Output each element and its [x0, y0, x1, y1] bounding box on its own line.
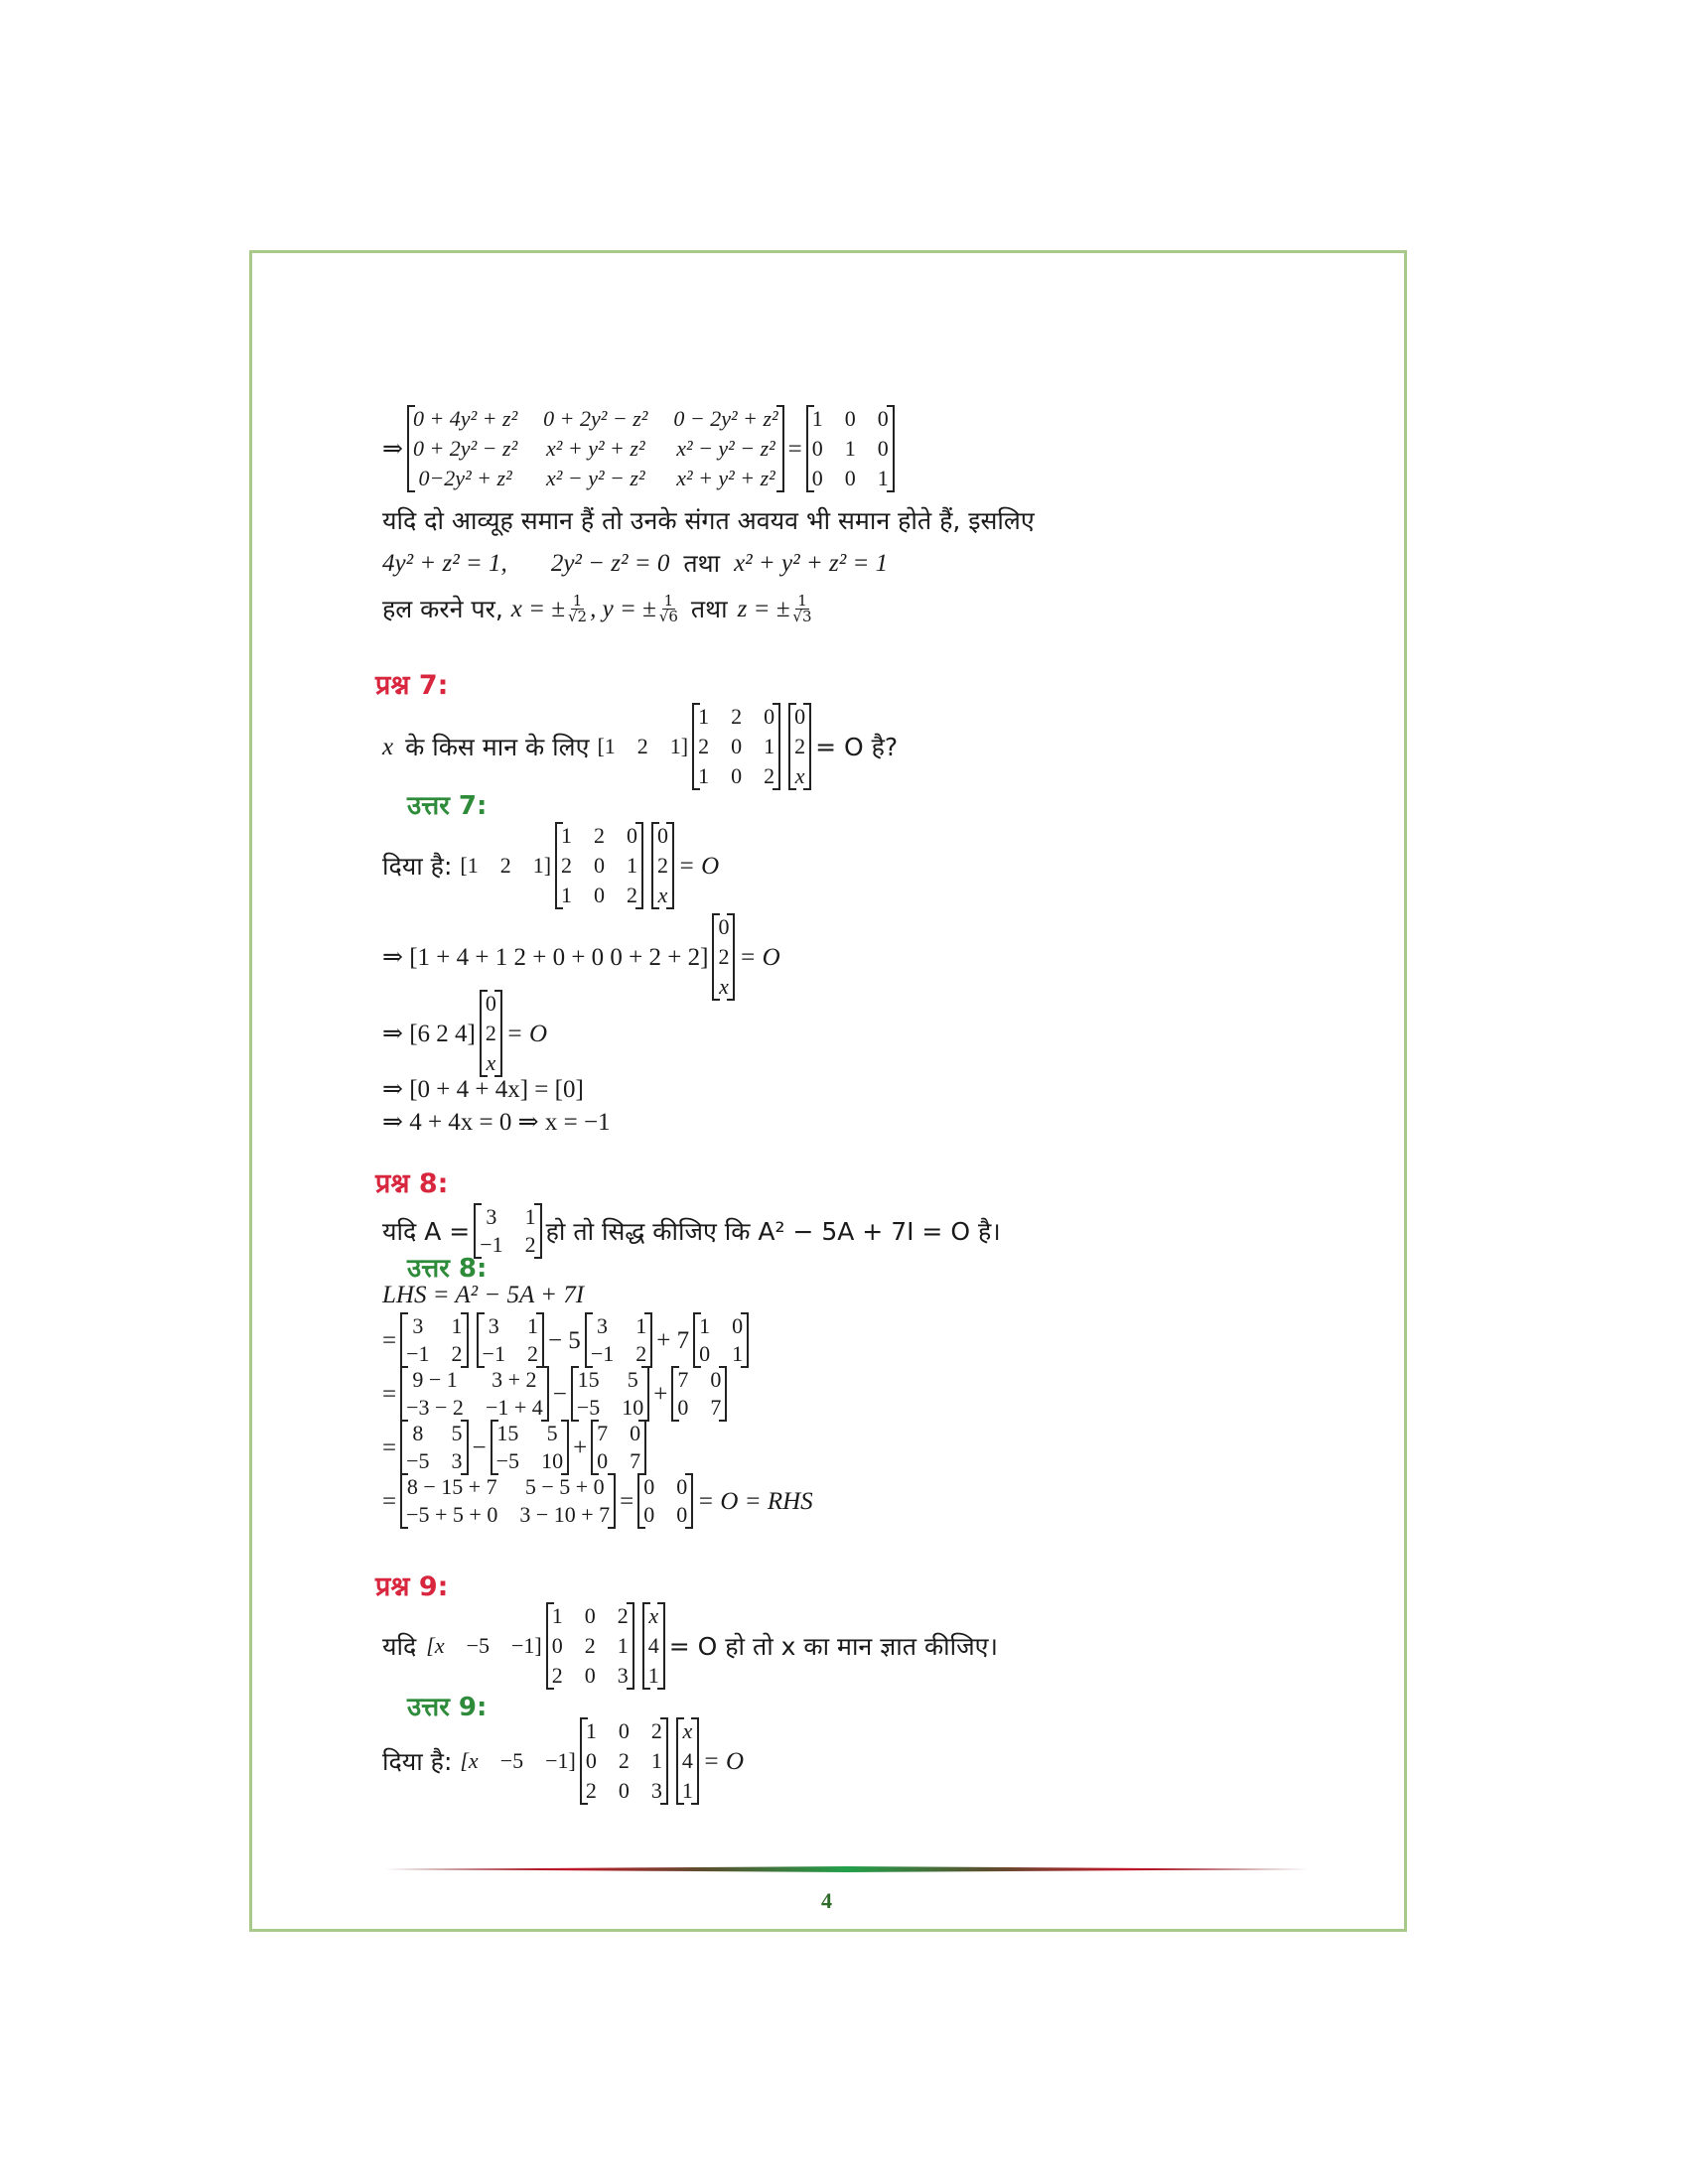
- z-solution: z = ±: [737, 596, 790, 622]
- cell: 2: [526, 1341, 538, 1366]
- cell: 1: [617, 1633, 629, 1658]
- equals-zero: = O: [702, 1747, 745, 1775]
- cell: 1: [551, 1603, 563, 1628]
- cell: 1: [451, 1313, 463, 1338]
- cell: −1]: [545, 1748, 576, 1773]
- answer-9-heading: उत्तर 9:: [407, 1693, 488, 1722]
- matrix-3x3: [555, 822, 643, 909]
- given-label: दिया है:: [382, 1746, 453, 1776]
- y-solution: , y = ±: [590, 596, 656, 622]
- cell: −5: [466, 1633, 491, 1658]
- column-vector: [676, 1717, 699, 1805]
- row-vector: [460, 855, 551, 877]
- matrix: [591, 1420, 646, 1475]
- cell: 1: [732, 1341, 744, 1366]
- cell: x² + y² + z²: [676, 466, 775, 490]
- cell: 1: [699, 1313, 711, 1338]
- matrix: [571, 1366, 649, 1422]
- cell: 1: [561, 883, 573, 907]
- cell: 2: [451, 1341, 463, 1366]
- identity-matrix: [806, 405, 895, 492]
- cell: [1: [597, 734, 616, 758]
- cell: 3 + 2: [492, 1367, 537, 1392]
- cell: 2: [650, 1718, 662, 1743]
- question-text: के किस मान के लिए: [405, 732, 590, 761]
- equals-sign: =: [620, 1487, 634, 1515]
- cell: 0: [597, 1448, 609, 1473]
- numerator: 1: [663, 592, 674, 610]
- step-expression: ⇒ [1 + 4 + 1 2 + 0 + 0 0 + 2 + 2]: [382, 943, 709, 971]
- cell: −1: [480, 1232, 503, 1257]
- cell: 2: [594, 823, 606, 848]
- cell: 0−2y² + z²: [418, 466, 512, 490]
- cell: 0: [764, 704, 775, 729]
- fraction: [568, 594, 587, 624]
- cell: 4: [681, 1748, 693, 1773]
- cell: 1: [647, 1663, 659, 1688]
- cell: 1: [650, 1748, 662, 1773]
- numerator: 1: [797, 592, 807, 610]
- answer-7-step-3: ⇒ [0 + 4 + 4x] = [0]: [382, 1076, 584, 1103]
- equals-zero: = O: [505, 1020, 548, 1047]
- cell: 0: [710, 1367, 722, 1392]
- cell: 2: [618, 1748, 630, 1773]
- cell: 0 − 2y² + z²: [673, 406, 778, 431]
- q6-solution: [382, 594, 815, 624]
- cell: 2: [485, 1021, 496, 1045]
- cell: x: [648, 1603, 659, 1628]
- cell: 0: [877, 436, 889, 461]
- answer-8-step-2: [382, 1366, 731, 1422]
- plus-seven: + 7: [656, 1326, 690, 1354]
- cell: 3: [488, 1313, 499, 1338]
- cell: 0 + 2y² − z²: [543, 406, 648, 431]
- cell: x: [794, 763, 805, 788]
- cell: 0: [811, 466, 823, 490]
- cell: 2: [657, 853, 669, 878]
- equals-zero: = O: [678, 852, 720, 880]
- cell: x: [682, 1718, 693, 1743]
- cell: 7: [677, 1367, 689, 1392]
- answer-7-given: [382, 822, 719, 909]
- column-vector: [712, 913, 735, 1001]
- cell: −3 − 2: [406, 1395, 464, 1420]
- cell: 5: [451, 1421, 463, 1445]
- cell: −1: [482, 1341, 505, 1366]
- cell: 1: [698, 763, 710, 788]
- cell: 2: [524, 1232, 536, 1257]
- cell: 1: [526, 1313, 538, 1338]
- given-label: दिया है:: [382, 851, 453, 881]
- cell: −1]: [511, 1633, 542, 1658]
- cell: x² − y² − z²: [545, 466, 645, 490]
- cell: 4: [647, 1633, 659, 1658]
- x-solution: x = ±: [510, 596, 565, 622]
- cell: 0: [594, 853, 606, 878]
- cell: x: [486, 1050, 496, 1075]
- cell: 0: [584, 1663, 596, 1688]
- answer-8-heading: उत्तर 8:: [407, 1254, 488, 1284]
- cell: 3: [412, 1313, 424, 1338]
- and-word: तथा: [683, 549, 721, 578]
- column-vector: [651, 822, 674, 909]
- cell: 2: [584, 1633, 596, 1658]
- cell: 0: [643, 1502, 655, 1527]
- answer-7-step-1: [382, 913, 780, 1001]
- cell: 0: [718, 914, 730, 939]
- cell: 0: [844, 406, 856, 431]
- matrix: [400, 1420, 468, 1475]
- question-suffix: = O हो तो x का मान ज्ञात कीजिए।: [668, 1631, 998, 1661]
- equals-sign: =: [382, 1487, 397, 1515]
- denominator: √2: [567, 608, 588, 625]
- answer-9-given: [382, 1717, 744, 1805]
- question-9-heading: प्रश्न 9:: [375, 1571, 449, 1602]
- matrix-3x3: [580, 1717, 668, 1805]
- cell: 0: [844, 466, 856, 490]
- cell: 2: [585, 1778, 597, 1803]
- cell: 1: [698, 704, 710, 729]
- question-7-heading: प्रश्न 7:: [375, 670, 449, 701]
- cell: 0: [811, 436, 823, 461]
- question-prefix: यदि: [382, 1631, 417, 1661]
- q6-matrix-equation: [382, 405, 899, 492]
- denominator: √6: [658, 608, 678, 625]
- answer-7-step-2: [382, 990, 547, 1077]
- cell: 1: [627, 853, 638, 878]
- equals-zero: = O: [739, 943, 780, 971]
- question-prefix: यदि A =: [382, 1216, 471, 1246]
- matrix: [400, 1473, 616, 1529]
- answer-8-lhs: LHS = A² − 5A + 7I: [382, 1282, 585, 1308]
- answer-8-step-1: [382, 1312, 753, 1368]
- cell: −1: [406, 1341, 430, 1366]
- cell: 2: [551, 1663, 563, 1688]
- cell: −5: [576, 1395, 601, 1420]
- cell: 0: [731, 734, 743, 758]
- equals-sign: =: [382, 1380, 397, 1408]
- cell: 2: [794, 734, 806, 758]
- cell: 3: [486, 1204, 497, 1229]
- cell: 0: [676, 1474, 688, 1499]
- cell: 2: [718, 944, 730, 969]
- q6-equations: [382, 551, 888, 576]
- answer-8-step-3: [382, 1420, 650, 1475]
- row-vector: [426, 1635, 541, 1657]
- plus-sign: +: [573, 1433, 588, 1461]
- cell: 3: [451, 1448, 463, 1473]
- cell: x² + y² + z²: [545, 436, 645, 461]
- cell: −5: [495, 1448, 520, 1473]
- cell: −1 + 4: [485, 1395, 543, 1420]
- fraction: [792, 594, 811, 624]
- question-9-text: [382, 1602, 998, 1690]
- minus-sign: −: [472, 1433, 487, 1461]
- cell: 0: [584, 1603, 596, 1628]
- cell: 1: [585, 1718, 597, 1743]
- cell: 7: [710, 1395, 722, 1420]
- cell: −5 + 5 + 0: [406, 1502, 498, 1527]
- matrix-3x3: [692, 703, 780, 790]
- cell: 8: [412, 1421, 424, 1445]
- cell: 2: [561, 853, 573, 878]
- cell: 2: [617, 1603, 629, 1628]
- cell: 3: [617, 1663, 629, 1688]
- cell: 0: [630, 1421, 641, 1445]
- cell: 1: [524, 1204, 536, 1229]
- cell: 3: [650, 1778, 662, 1803]
- cell: [x: [426, 1633, 445, 1658]
- solving-text: हल करने पर,: [382, 595, 503, 623]
- question-8-heading: प्रश्न 8:: [375, 1168, 449, 1199]
- equation-3: x² + y² + z² = 1: [734, 550, 889, 577]
- cell: 10: [622, 1395, 644, 1420]
- matrix: [671, 1366, 727, 1422]
- cell: 5 − 5 + 0: [524, 1474, 605, 1499]
- step-expression: ⇒ [6 2 4]: [382, 1020, 476, 1047]
- plus-sign: +: [653, 1380, 668, 1408]
- row-vector: [460, 1750, 575, 1772]
- column-vector: [480, 990, 502, 1077]
- cell: −5: [406, 1448, 430, 1473]
- cell: 0 + 2y² − z²: [412, 436, 518, 461]
- cell: 0: [585, 1748, 597, 1773]
- identity-matrix: [693, 1312, 749, 1368]
- cell: −1: [590, 1341, 615, 1366]
- cell: 0: [618, 1778, 630, 1803]
- zero-matrix: [637, 1473, 693, 1529]
- fraction: [659, 594, 678, 624]
- cell: 0 + 4y² + z²: [412, 406, 518, 431]
- cell: 0: [794, 704, 806, 729]
- cell: 15: [496, 1421, 519, 1445]
- question-suffix: हो तो सिद्ध कीजिए कि A² − 5A + 7I = O है।: [545, 1216, 1001, 1246]
- cell: 2: [499, 853, 511, 878]
- cell: x: [657, 883, 668, 907]
- equation-1: 4y² + z² = 1,: [382, 550, 507, 577]
- cell: 7: [630, 1448, 641, 1473]
- question-7-text: [382, 703, 898, 790]
- cell: 8 − 15 + 7: [406, 1474, 497, 1499]
- column-vector: [642, 1602, 665, 1690]
- cell: 0: [699, 1341, 711, 1366]
- cell: 0: [485, 991, 496, 1016]
- variable-x: x: [382, 733, 394, 760]
- numerator: 1: [572, 592, 583, 610]
- cell: 0: [677, 1395, 689, 1420]
- cell: 5: [546, 1421, 558, 1445]
- matrix: [491, 1420, 569, 1475]
- cell: 1]: [669, 734, 689, 758]
- cell: 5: [627, 1367, 638, 1392]
- cell: 2: [698, 734, 710, 758]
- row-vector: [597, 736, 688, 757]
- cell: 2: [627, 883, 638, 907]
- equals-sign: =: [787, 435, 802, 463]
- question-suffix: = O है?: [815, 732, 899, 761]
- cell: 1: [681, 1778, 693, 1803]
- cell: 1: [877, 466, 889, 490]
- cell: [1: [460, 853, 479, 878]
- implies-symbol: ⇒: [382, 435, 403, 463]
- cell: 7: [597, 1421, 609, 1445]
- matrix-A: [585, 1312, 652, 1368]
- cell: −5: [499, 1748, 524, 1773]
- cell: 9 − 1: [412, 1367, 458, 1392]
- cell: 3 − 10 + 7: [519, 1502, 611, 1527]
- matrix-A: [400, 1312, 468, 1368]
- cell: 2: [636, 734, 648, 758]
- matrix-A: [477, 1312, 544, 1368]
- matrix: [400, 1366, 549, 1422]
- answer-8-step-4: [382, 1473, 813, 1529]
- column-vector: [788, 703, 811, 790]
- and-word: तथा: [690, 595, 728, 623]
- answer-7-heading: उत्तर 7:: [407, 791, 488, 821]
- cell: 0: [551, 1633, 563, 1658]
- minus-five: − 5: [547, 1326, 581, 1354]
- equation-2: 2y² − z² = 0: [550, 550, 670, 577]
- answer-7-step-4: ⇒ 4 + 4x = 0 ⇒ x = −1: [382, 1109, 611, 1136]
- cell: 2: [764, 763, 775, 788]
- cell: 2: [635, 1341, 647, 1366]
- cell: 0: [594, 883, 606, 907]
- cell: 1: [561, 823, 573, 848]
- cell: x: [719, 974, 729, 999]
- cell: 0: [627, 823, 638, 848]
- matrix-3x3: [546, 1602, 634, 1690]
- equals-sign: =: [382, 1433, 397, 1461]
- cell: 15: [577, 1367, 600, 1392]
- cell: 0: [731, 763, 743, 788]
- cell: 0: [618, 1718, 630, 1743]
- equal-matrices-statement: यदि दो आव्यूह समान हैं तो उनके संगत अवयव भी समान होते हैं, इसलिए: [382, 506, 1035, 535]
- cell: 0: [643, 1474, 655, 1499]
- denominator: √3: [792, 608, 812, 625]
- cell: [x: [460, 1748, 479, 1773]
- cell: 0: [676, 1502, 688, 1527]
- cell: 1]: [532, 853, 552, 878]
- page-number: 4: [821, 1888, 832, 1913]
- cell: 1: [844, 436, 856, 461]
- minus-sign: −: [552, 1380, 567, 1408]
- cell: 10: [541, 1448, 564, 1473]
- cell: x² − y² − z²: [676, 436, 775, 461]
- final-result: = O = RHS: [697, 1487, 813, 1515]
- matrix-lhs: [407, 405, 784, 492]
- cell: 3: [597, 1313, 609, 1338]
- equals-sign: =: [382, 1326, 397, 1354]
- cell: 1: [764, 734, 775, 758]
- cell: 0: [657, 823, 669, 848]
- cell: 1: [635, 1313, 647, 1338]
- cell: 0: [732, 1313, 744, 1338]
- cell: 2: [731, 704, 743, 729]
- cell: 1: [811, 406, 823, 431]
- cell: 0: [877, 406, 889, 431]
